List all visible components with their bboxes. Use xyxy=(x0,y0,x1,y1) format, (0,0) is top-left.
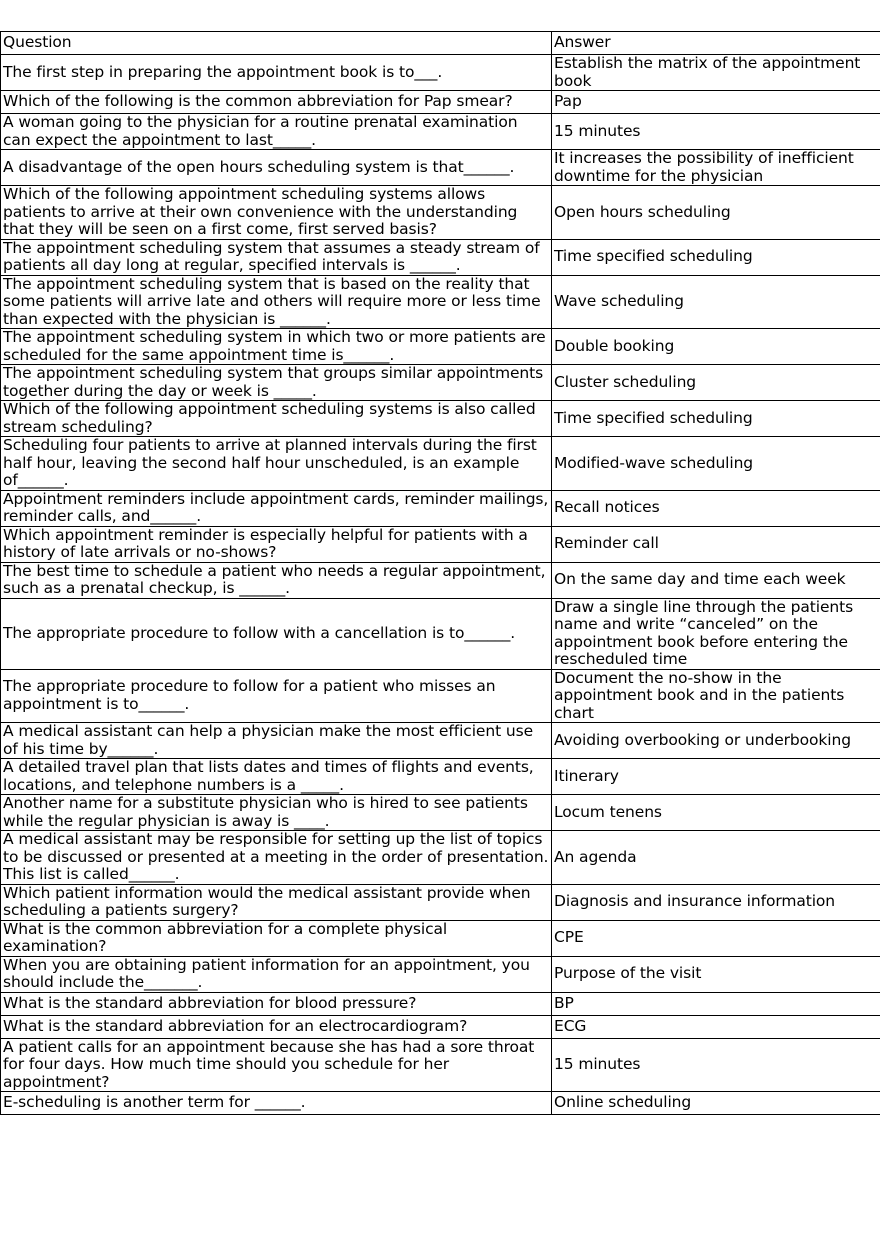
question-cell: The appropriate procedure to follow with a cancellation is to______. xyxy=(1,598,552,669)
question-cell: A disadvantage of the open hours scheduling system is that______. xyxy=(1,150,552,186)
table-body xyxy=(1,55,880,1115)
question-cell: A detailed travel plan that lists dates and times of flights and events, locations, and telephone numbers is a _____. xyxy=(1,759,552,795)
answer-cell: Diagnosis and insurance information xyxy=(552,884,880,920)
table-row xyxy=(1,884,880,920)
question-cell: The appropriate procedure to follow for a patient who misses an appointment is to______. xyxy=(1,669,552,723)
table-row xyxy=(1,401,880,437)
answer-cell: Online scheduling xyxy=(552,1092,880,1115)
table-row xyxy=(1,598,880,669)
question-cell: Scheduling four patients to arrive at planned intervals during the first half hour, leaving the second half hour unscheduled, is an example of______. xyxy=(1,437,552,491)
answer-cell: CPE xyxy=(552,920,880,956)
question-cell: What is the common abbreviation for a complete physical examination? xyxy=(1,920,552,956)
answer-cell: Time specified scheduling xyxy=(552,401,880,437)
table-row xyxy=(1,1092,880,1115)
answer-cell: Avoiding overbooking or underbooking xyxy=(552,723,880,759)
table-row xyxy=(1,1015,880,1038)
table-row xyxy=(1,723,880,759)
answer-cell: Recall notices xyxy=(552,490,880,526)
question-cell: Which patient information would the medical assistant provide when scheduling a patients surgery? xyxy=(1,884,552,920)
question-cell: Which of the following appointment scheduling systems is also called stream scheduling? xyxy=(1,401,552,437)
question-cell: The first step in preparing the appointment book is to___. xyxy=(1,55,552,91)
question-cell: The appointment scheduling system in which two or more patients are scheduled for the same appointment time is______. xyxy=(1,329,552,365)
answer-cell: ECG xyxy=(552,1015,880,1038)
answer-cell: Double booking xyxy=(552,329,880,365)
answer-cell: Draw a single line through the patients name and write “canceled” on the appointment book before entering the rescheduled time xyxy=(552,598,880,669)
table-row xyxy=(1,562,880,598)
table-row xyxy=(1,1038,880,1092)
table-row xyxy=(1,920,880,956)
table-row xyxy=(1,437,880,491)
question-cell: Which of the following appointment scheduling systems allows patients to arrive at their own convenience with the understanding that they will be seen on a first come, first served basis? xyxy=(1,186,552,240)
question-cell: Which appointment reminder is especially helpful for patients with a history of late arrivals or no-shows? xyxy=(1,526,552,562)
question-cell: The appointment scheduling system that assumes a steady stream of patients all day long at regular, specified intervals is ______. xyxy=(1,239,552,275)
answer-cell: Modified-wave scheduling xyxy=(552,437,880,491)
answer-cell: Purpose of the visit xyxy=(552,956,880,992)
answer-cell: Locum tenens xyxy=(552,795,880,831)
answer-cell: Document the no-show in the appointment book and in the patients chart xyxy=(552,669,880,723)
answer-cell: Open hours scheduling xyxy=(552,186,880,240)
answer-cell: BP xyxy=(552,992,880,1015)
table-row xyxy=(1,114,880,150)
question-cell: The appointment scheduling system that groups similar appointments together during the day or week is _____. xyxy=(1,365,552,401)
table-row xyxy=(1,992,880,1015)
table-row xyxy=(1,275,880,329)
answer-cell: Wave scheduling xyxy=(552,275,880,329)
table-row xyxy=(1,329,880,365)
table-row xyxy=(1,91,880,114)
table-row xyxy=(1,526,880,562)
answer-cell: 15 minutes xyxy=(552,1038,880,1092)
question-column-header: Question xyxy=(1,32,552,55)
header-row xyxy=(1,32,880,55)
answer-cell: An agenda xyxy=(552,831,880,885)
question-cell: A woman going to the physician for a routine prenatal examination can expect the appointment to last_____. xyxy=(1,114,552,150)
question-cell: Appointment reminders include appointment cards, reminder mailings, reminder calls, and______. xyxy=(1,490,552,526)
question-cell: A medical assistant can help a physician make the most efficient use of his time by______. xyxy=(1,723,552,759)
answer-column-header: Answer xyxy=(552,32,880,55)
question-cell: The best time to schedule a patient who needs a regular appointment, such as a prenatal checkup, is ______. xyxy=(1,562,552,598)
qa-table xyxy=(0,31,880,1115)
answer-cell: Itinerary xyxy=(552,759,880,795)
table-row xyxy=(1,239,880,275)
question-cell: When you are obtaining patient information for an appointment, you should include the_______. xyxy=(1,956,552,992)
question-cell: What is the standard abbreviation for an electrocardiogram? xyxy=(1,1015,552,1038)
table-row xyxy=(1,490,880,526)
answer-cell: 15 minutes xyxy=(552,114,880,150)
answer-cell: Reminder call xyxy=(552,526,880,562)
answer-cell: It increases the possibility of inefficient downtime for the physician xyxy=(552,150,880,186)
question-cell: A patient calls for an appointment because she has had a sore throat for four days. How much time should you schedule for her appointment? xyxy=(1,1038,552,1092)
table-row xyxy=(1,795,880,831)
answer-cell: Time specified scheduling xyxy=(552,239,880,275)
answer-cell: Pap xyxy=(552,91,880,114)
table-row xyxy=(1,831,880,885)
question-cell: E-scheduling is another term for ______. xyxy=(1,1092,552,1115)
table-row xyxy=(1,55,880,91)
question-cell: What is the standard abbreviation for blood pressure? xyxy=(1,992,552,1015)
answer-cell: On the same day and time each week xyxy=(552,562,880,598)
table-row xyxy=(1,150,880,186)
question-cell: A medical assistant may be responsible for setting up the list of topics to be discussed or presented at a meeting in the order of presentation. This list is called______. xyxy=(1,831,552,885)
table-row xyxy=(1,759,880,795)
answer-cell: Establish the matrix of the appointment book xyxy=(552,55,880,91)
table-row xyxy=(1,669,880,723)
question-cell: Which of the following is the common abbreviation for Pap smear? xyxy=(1,91,552,114)
answer-cell: Cluster scheduling xyxy=(552,365,880,401)
question-cell: The appointment scheduling system that is based on the reality that some patients will arrive late and others will require more or less time than expected with the physician is ______. xyxy=(1,275,552,329)
table-row xyxy=(1,956,880,992)
table-row xyxy=(1,186,880,240)
table-row xyxy=(1,365,880,401)
question-cell: Another name for a substitute physician who is hired to see patients while the regular physician is away is ____. xyxy=(1,795,552,831)
